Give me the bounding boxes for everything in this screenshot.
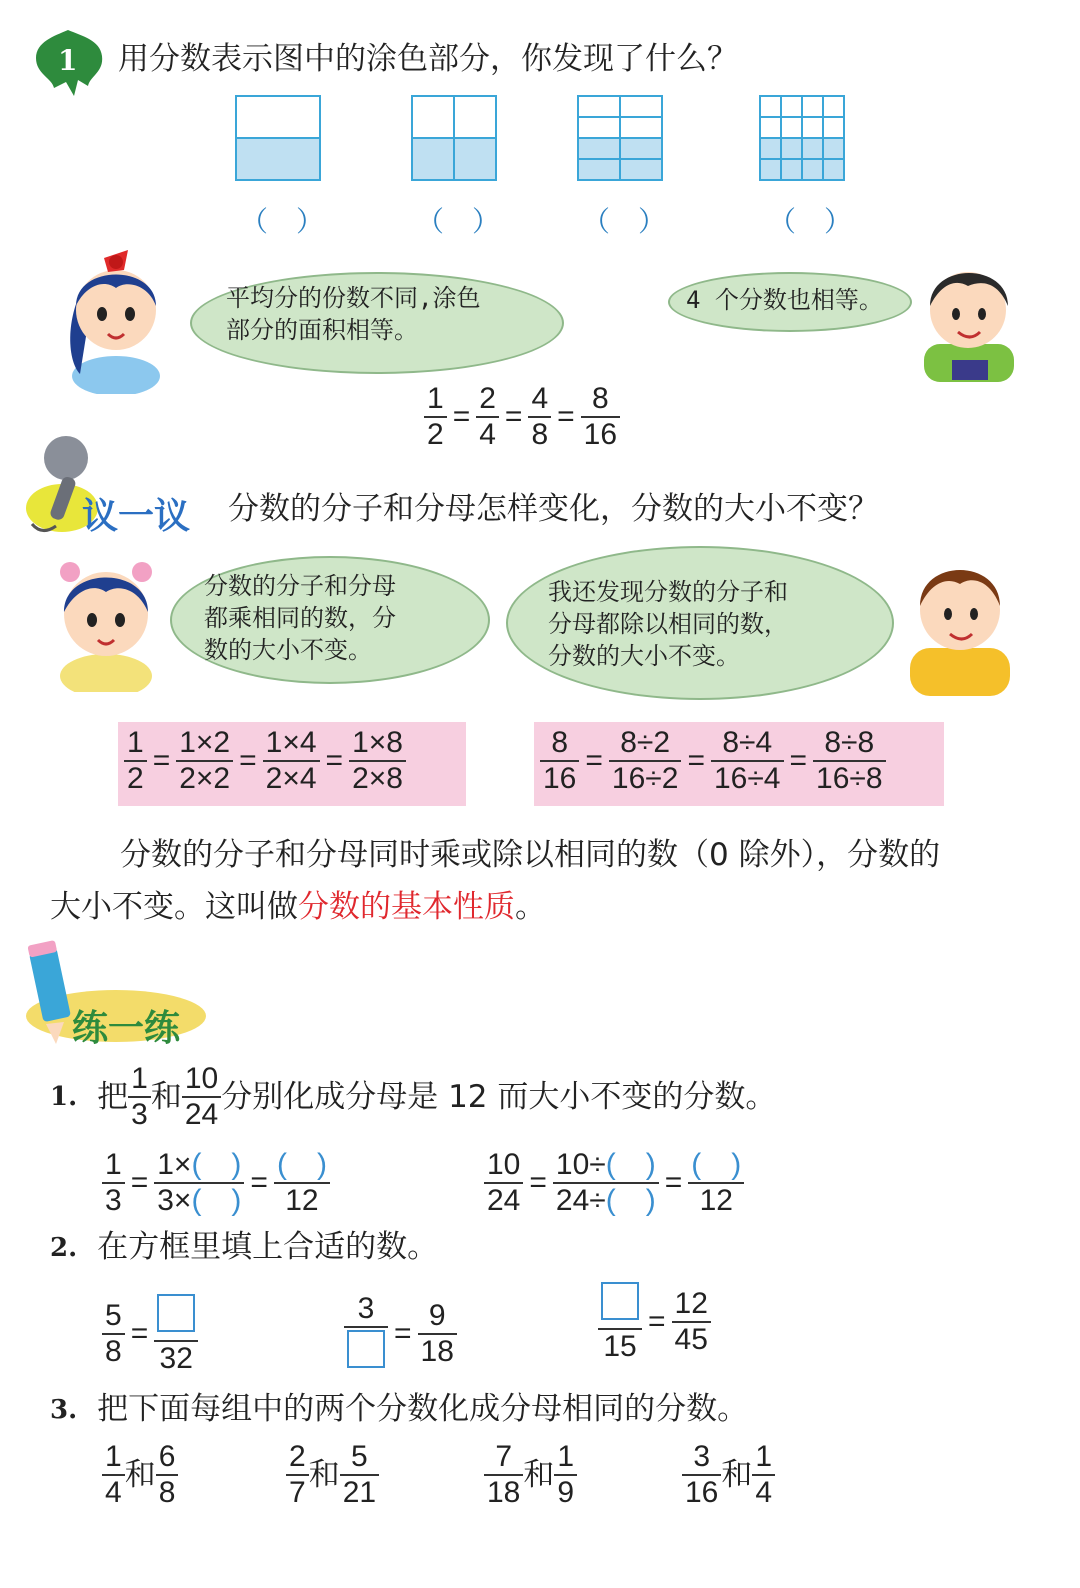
fraction: $\frac{1}{2}$ (424, 384, 447, 450)
answer-blank[interactable]: （ ） (768, 206, 853, 237)
figure-quarters (404, 94, 504, 186)
boy-character-icon (900, 548, 1020, 698)
figure-eighths (570, 94, 670, 186)
answer-blank[interactable]: （ ） (416, 206, 501, 237)
question-number: 1. (50, 1082, 78, 1112)
equivalent-fractions-equation: $\frac{1}{2}$ = $\frac{2}{4}$ = $\frac{4}{8}$ = $\frac{8}{16}$ (424, 384, 620, 450)
fraction: $\frac{4}{8}$ (528, 384, 551, 450)
question-2: 2. 在方框里填上合适的数。 (50, 1229, 439, 1265)
boy-speech-text: 我还发现分数的分子和 分母都除以相同的数， 分数的大小不变。 (548, 578, 788, 670)
answer-box[interactable] (601, 1282, 639, 1320)
question-number: 3. (50, 1394, 78, 1425)
answer-blank[interactable]: ( ) (276, 1148, 327, 1181)
girl-speech-text: 分数的分子和分母 都乘相同的数，分 数的大小不变。 (204, 572, 396, 664)
multiplication-chain: $\frac{1}{2}$ = $\frac{1\times 2}{2\times 2}$ = $\frac{1\times 4}{2\times 4}$ = $\frac{1\times 8}{2\times 8}$ (124, 728, 406, 794)
answer-box[interactable] (157, 1294, 195, 1332)
boy-character-icon (912, 252, 1022, 382)
girl-character-icon (56, 244, 176, 394)
rule-highlight: 分数的基本性质 (298, 889, 515, 925)
question-2-item-1: $\frac{5}{8}$ = 32 (102, 1294, 198, 1374)
question-1-left-work: $\frac{1}{3}$ = $\frac{1\times( )}{3\times( )}$ = $\frac{( )}{12}$ (102, 1150, 330, 1216)
rule-line-2 (50, 889, 546, 925)
answer-blank[interactable]: （ ） (240, 206, 325, 237)
question-1-right-work: $\frac{10}{24}$ = $\frac{10\div( )}{24\div( )}$ = $\frac{( )}{12}$ (484, 1150, 744, 1216)
girl-character-icon (44, 548, 168, 692)
answer-box[interactable] (347, 1330, 385, 1368)
question-3-pair-4: $\frac{3}{16}$ 和 $\frac{1}{4}$ (682, 1442, 775, 1508)
question-1: 1. 把 $\frac{1}{3}$ 和 $\frac{10}{24}$ 分别化成分母是 12 而大小不变的分数。 (50, 1062, 777, 1131)
division-chain: $\frac{8}{16}$ = $\frac{8\div 2}{16\div 2}$ = $\frac{8\div 4}{16\div 4}$ = $\frac{8\div 8}{16\div 8}$ (540, 728, 886, 794)
fraction: $\frac{2}{4}$ (476, 384, 499, 450)
rule-line-1: 分数的分子和分母同时乘或除以相同的数（0 除外），分数的 (120, 837, 941, 873)
question-2-item-2: 3 = $\frac{9}{18}$ (344, 1294, 457, 1374)
boy-speech-text: 4 个分数也相等。 (686, 286, 883, 314)
question-3-pair-3: $\frac{7}{18}$ 和 $\frac{1}{9}$ (484, 1442, 577, 1508)
answer-blank[interactable]: ( ) (605, 1184, 656, 1217)
rule-line-2-end: 。 (515, 889, 546, 925)
figure-halves (228, 94, 328, 186)
question-3-pair-1: $\frac{1}{4}$ 和 $\frac{6}{8}$ (102, 1442, 178, 1508)
question-2-item-3: 15 = $\frac{12}{45}$ (598, 1282, 711, 1362)
question-3: 3. 把下面每组中的两个分数化成分母相同的分数。 (50, 1391, 749, 1427)
girl-speech-text: 平均分的份数不同,涂色 部分的面积相等。 (226, 284, 481, 344)
example-prompt: 用分数表示图中的涂色部分，你发现了什么？ (118, 41, 738, 77)
discuss-question: 分数的分子和分母怎样变化，分数的大小不变？ (228, 491, 879, 527)
question-3-pair-2: $\frac{2}{7}$ 和 $\frac{5}{21}$ (286, 1442, 379, 1508)
question-number: 2. (50, 1232, 78, 1263)
practice-title: 练一练 (72, 1008, 181, 1049)
answer-blank[interactable]: ( ) (691, 1148, 742, 1181)
example-number: 1 (58, 44, 78, 77)
fraction: $\frac{8}{16}$ (581, 384, 620, 450)
rule-line-2-start: 大小不变。这叫做 (50, 889, 298, 925)
example-leaf-badge (30, 26, 106, 98)
answer-blank[interactable]: ( ) (191, 1148, 242, 1181)
answer-blank[interactable]: ( ) (191, 1184, 242, 1217)
answer-blank[interactable]: （ ） (582, 206, 667, 237)
figure-sixteenths (752, 94, 852, 186)
discuss-title: 议一议 (82, 496, 191, 537)
answer-blank[interactable]: ( ) (605, 1148, 656, 1181)
